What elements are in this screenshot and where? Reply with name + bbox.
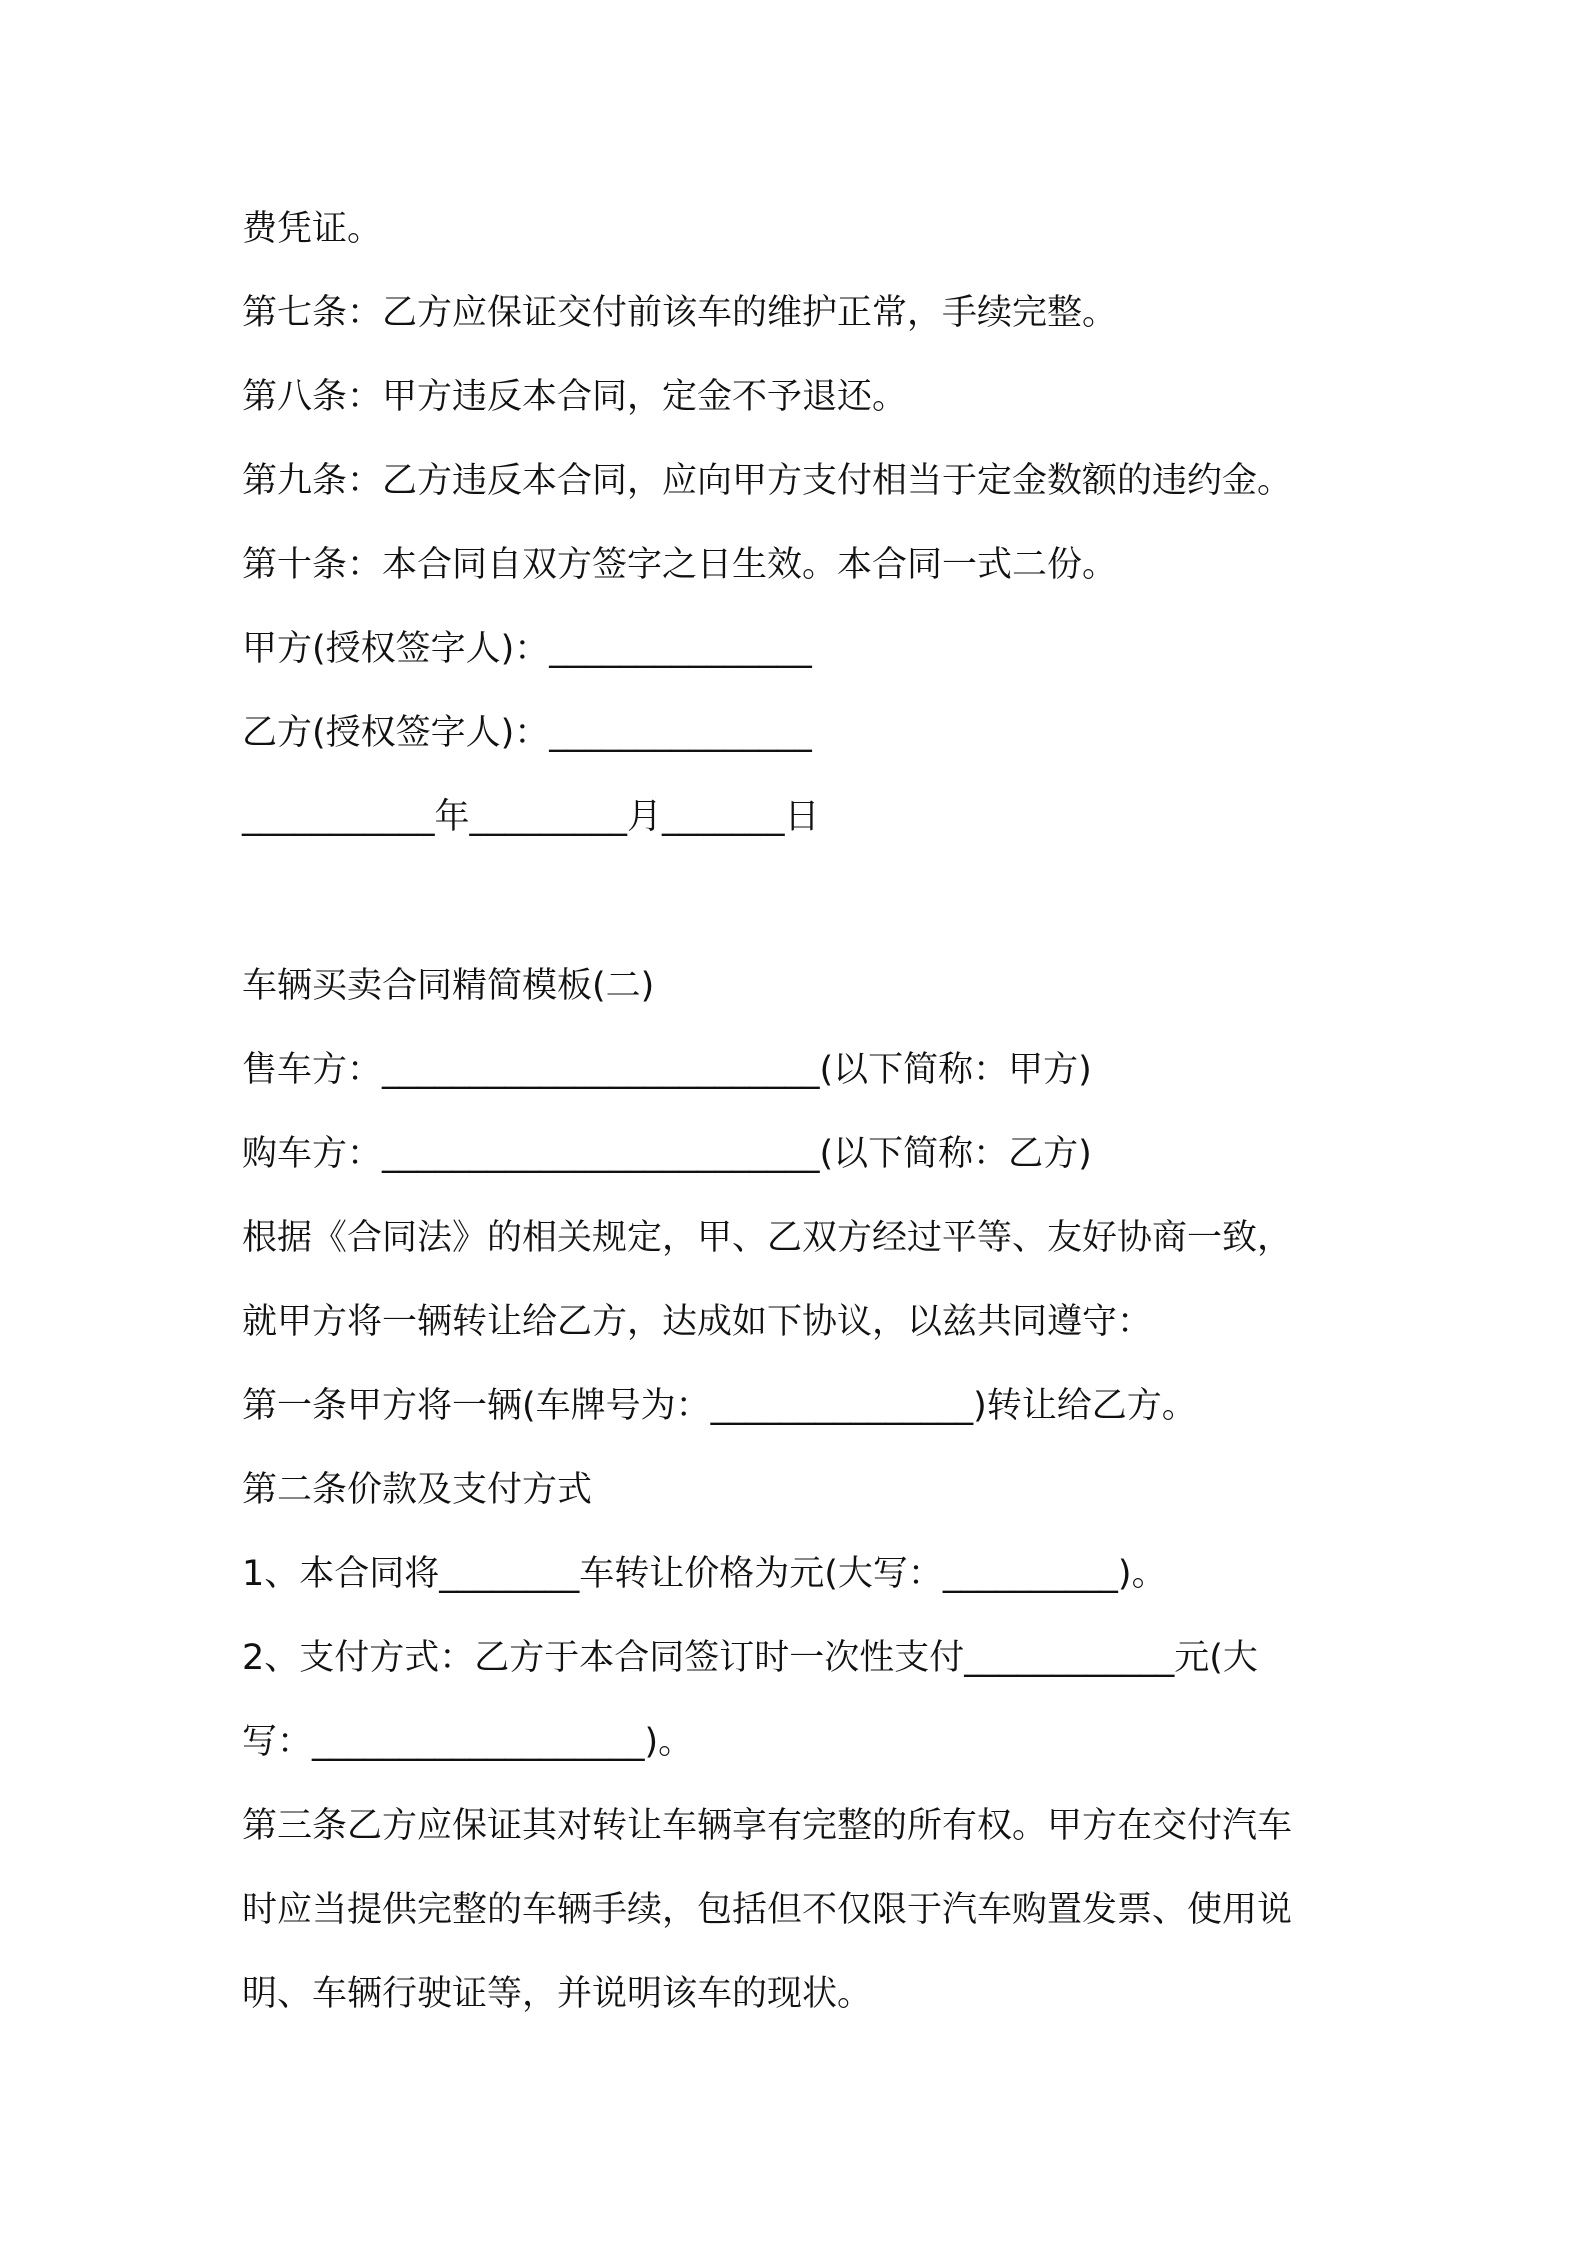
seller-line: 售车方：_________________________(以下简称：甲方) bbox=[242, 1050, 1092, 1090]
article-3-line-3: 明、车辆行驶证等，并说明该车的现状。 bbox=[242, 1974, 873, 2014]
article-2-item-1: 1、本合同将________车转让价格为元(大写：__________)。 bbox=[242, 1554, 1167, 1594]
party-a-signature: 甲方(授权签字人)：_______________ bbox=[242, 629, 812, 669]
article-2-item-2-cont: 写：___________________)。 bbox=[242, 1722, 694, 1762]
section-title: 车辆买卖合同精简模板(二) bbox=[242, 966, 655, 1006]
article-1: 第一条甲方将一辆(车牌号为：_______________)转让给乙方。 bbox=[242, 1386, 1197, 1426]
text-line-continuation: 费凭证。 bbox=[242, 209, 383, 249]
article-2-item-2: 2、支付方式：乙方于本合同签订时一次性支付____________元(大 bbox=[242, 1638, 1258, 1678]
preamble-line-2: 就甲方将一辆转让给乙方，达成如下协议，以兹共同遵守： bbox=[242, 1302, 1153, 1342]
clause-7: 第七条：乙方应保证交付前该车的维护正常，手续完整。 bbox=[242, 293, 1118, 333]
party-b-signature: 乙方(授权签字人)：_______________ bbox=[242, 713, 812, 753]
signing-date: ___________年_________月_______日 bbox=[242, 797, 820, 837]
preamble-line-1: 根据《合同法》的相关规定，甲、乙双方经过平等、友好协商一致， bbox=[242, 1218, 1293, 1258]
clause-8: 第八条：甲方违反本合同，定金不予退还。 bbox=[242, 377, 908, 417]
clause-9: 第九条：乙方违反本合同，应向甲方支付相当于定金数额的违约金。 bbox=[242, 461, 1293, 501]
buyer-line: 购车方：_________________________(以下简称：乙方) bbox=[242, 1134, 1092, 1174]
article-3-line-1: 第三条乙方应保证其对转让车辆享有完整的所有权。甲方在交付汽车 bbox=[242, 1806, 1293, 1846]
clause-10: 第十条：本合同自双方签字之日生效。本合同一式二份。 bbox=[242, 545, 1118, 585]
article-2-heading: 第二条价款及支付方式 bbox=[242, 1470, 593, 1510]
article-3-line-2: 时应当提供完整的车辆手续，包括但不仅限于汽车购置发票、使用说 bbox=[242, 1890, 1293, 1930]
